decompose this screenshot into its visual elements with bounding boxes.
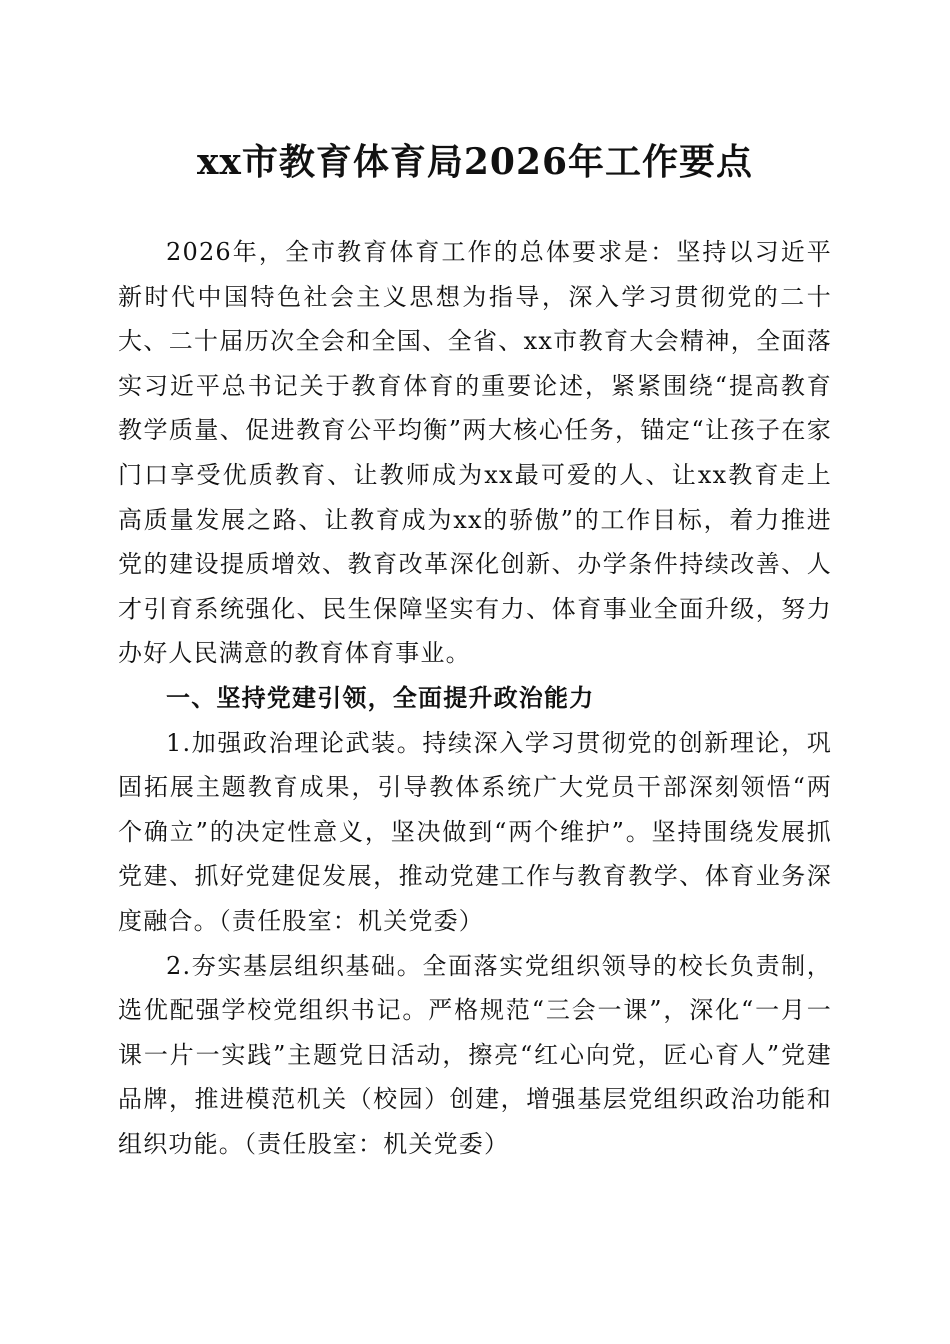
intro-paragraph: 2026年，全市教育体育工作的总体要求是：坚持以习近平新时代中国特色社会主义思想为指导，深入学习贯彻党的二十大、二十届历次全会和全国、全省、xx市教育大会精神，全面落实习近平总书记关于教育体育的重要论述，紧紧围绕“提高教育教学质量、促进教育公平均衡”两大核心任务，锚定“让孩子在家门口享受优质教育、让教师成为xx最可爱的人、让xx教育走上高质量发展之路、让教育成为xx的骄傲”的工作目标，着力推进党的建设提质增效、教育改革深化创新、办学条件持续改善、人才引育系统强化、民生保障坚实有力、体育事业全面升级，努力办好人民满意的教育体育事业。	[118, 238, 832, 668]
document-title: xx市教育体育局2026年工作要点	[196, 141, 754, 183]
section-item: 2.夯实基层组织基础。全面落实党组织领导的校长负责制，选优配强学校党组织书记。严格规范“三会一课”，深化“一月一课一片一实践”主题党日活动，擦亮“红心向党，匠心育人”党建品牌，推进模范机关（校园）创建，增强基层党组织政治功能和组织功能。（责任股室：机关党委）	[118, 951, 832, 1158]
section-item: 1.加强政治理论武装。持续深入学习贯彻党的创新理论，巩固拓展主题教育成果，引导教体系统广大党员干部深刻领悟“两个确立”的决定性意义，坚决做到“两个维护”。坚持围绕发展抓党建、抓好党建促发展，推动党建工作与教育教学、体育业务深度融合。（责任股室：机关党委）	[118, 728, 832, 935]
document-body	[118, 230, 832, 1166]
section-heading: 一、坚持党建引领，全面提升政治能力	[166, 683, 595, 712]
